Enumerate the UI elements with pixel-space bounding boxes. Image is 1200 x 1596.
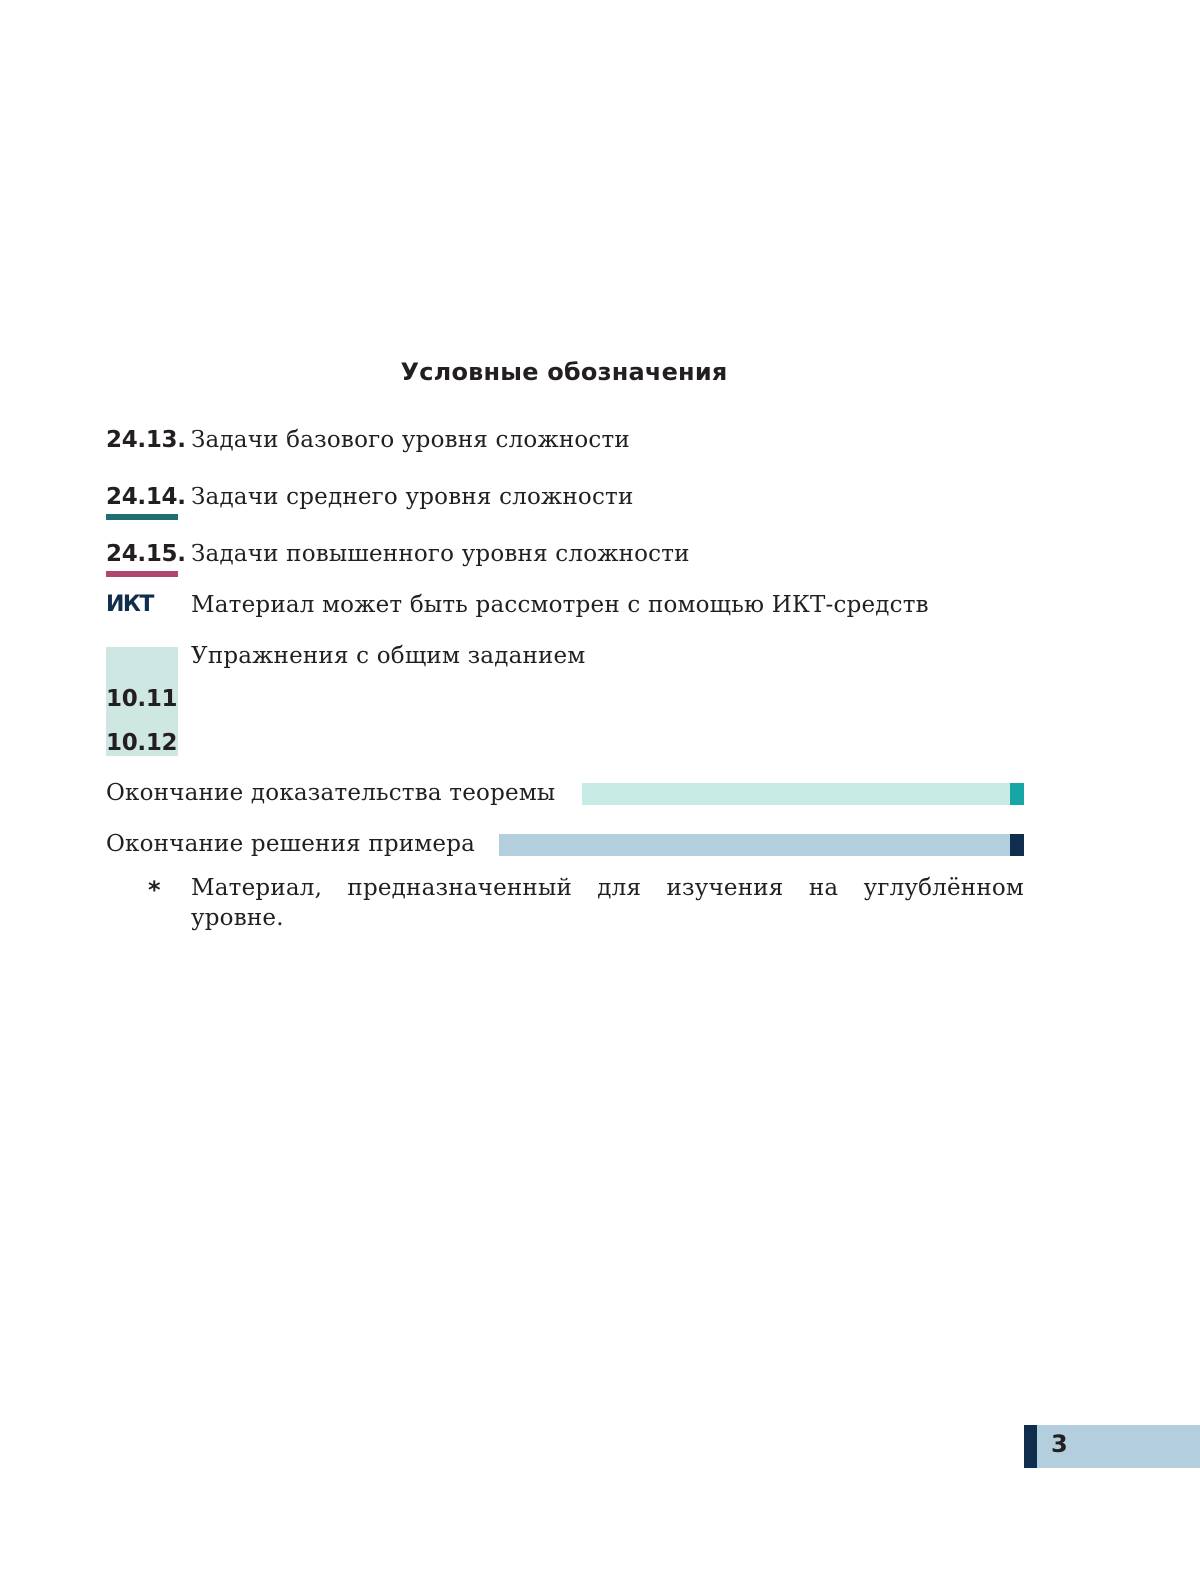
- medium-task-number: 24.14.: [106, 484, 186, 510]
- exercise-number: 10.11: [106, 686, 178, 712]
- theorem-end-bar: [582, 783, 1024, 805]
- exercise-description: Упражнения с общим заданием: [191, 643, 586, 669]
- medium-task-description: Задачи среднего уровня сложности: [191, 484, 634, 510]
- example-end-label: Окончание решения примера: [106, 831, 476, 857]
- advanced-task-underline: [106, 571, 178, 577]
- basic-task-number: 24.13.: [106, 427, 186, 453]
- footnote-asterisk: *: [148, 876, 161, 904]
- page-number-stripe: [1024, 1425, 1037, 1468]
- ikt-marker: ИКТ: [106, 592, 153, 617]
- page-title: Условные обозначения: [400, 358, 728, 386]
- advanced-task-description: Задачи повышенного уровня сложности: [191, 541, 690, 567]
- example-end-bar: [499, 834, 1024, 856]
- page-number-tab: [1024, 1425, 1200, 1468]
- footnote-text: Материал, предназначенный для изучения на углублённом уровне.: [191, 875, 1024, 931]
- theorem-end-bar-tip: [1010, 783, 1024, 805]
- basic-task-description: Задачи базового уровня сложности: [191, 427, 630, 453]
- page-number: 3: [1051, 1430, 1068, 1458]
- exercise-number: 10.12: [106, 730, 178, 756]
- medium-task-underline: [106, 514, 178, 520]
- theorem-end-label: Окончание доказательства теоремы: [106, 780, 556, 806]
- advanced-task-number: 24.15.: [106, 541, 186, 567]
- example-end-bar-tip: [1010, 834, 1024, 856]
- ikt-description: Материал может быть рассмотрен с помощью ИКТ-средств: [191, 592, 929, 618]
